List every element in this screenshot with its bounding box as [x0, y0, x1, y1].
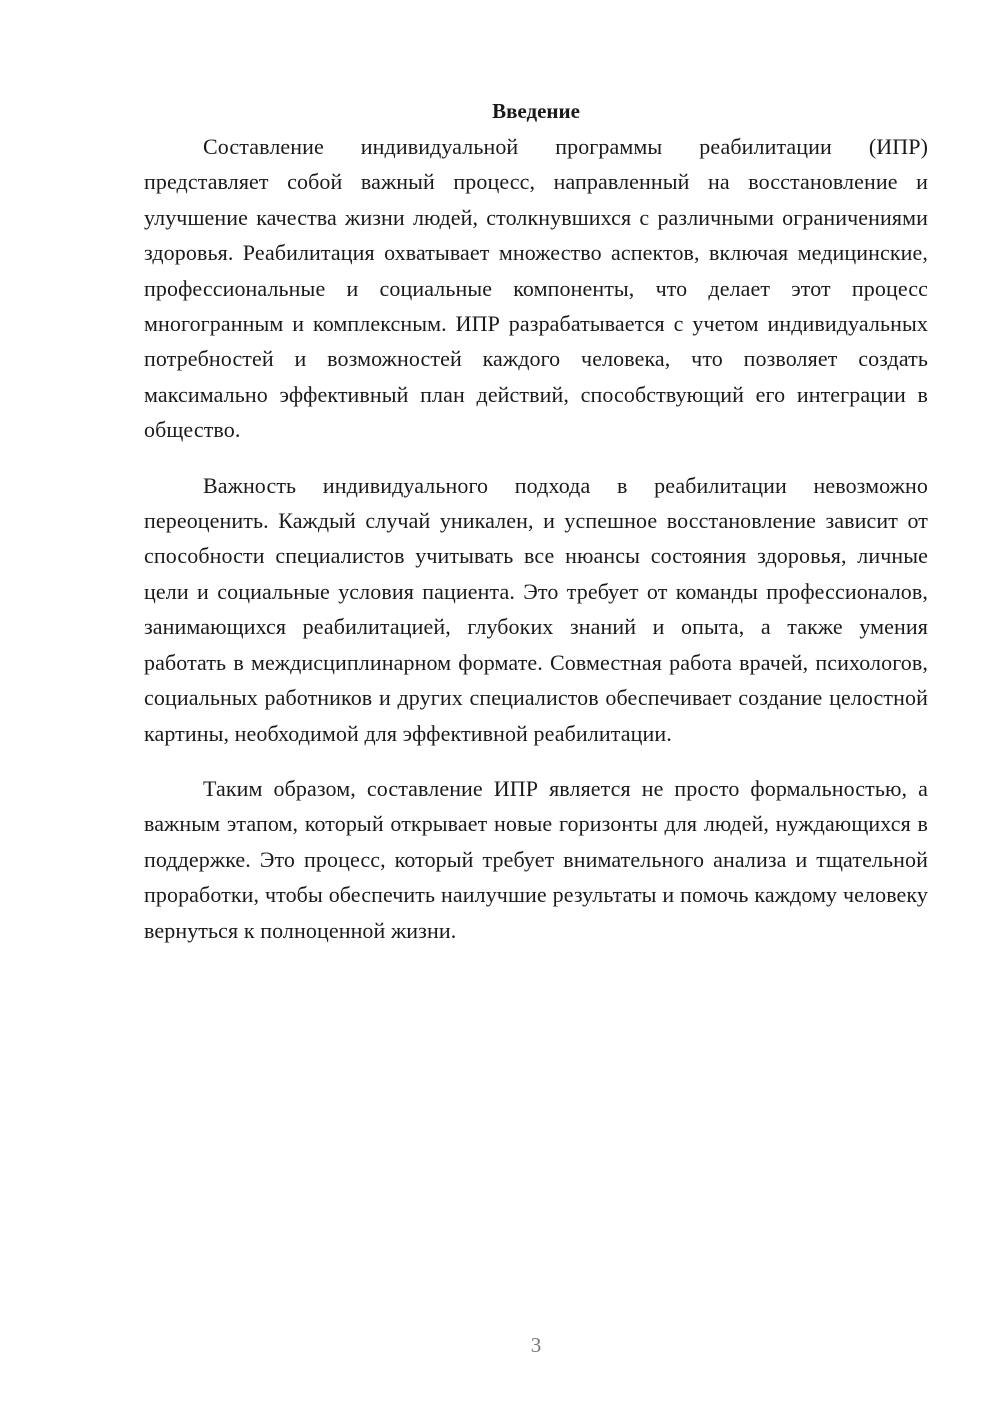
paragraph-3: Таким образом, составление ИПР является не просто формальностью, а важным этапом, который открывает новые горизонты для людей, нуждающихся в поддержке. Это процесс, который требует внимательного анализа и тщательной проработки, чтобы обеспечить наилучшие результаты и помочь каждому человеку вернуться к полноценной жизни. — [144, 775, 928, 943]
paragraph-2: Важность индивидуального подхода в реабилитации невозможно переоценить. Каждый случай уникален, и успешное восстановление зависит от способности специалистов учитывать все нюансы состояния здоровья, личные цели и социальные условия пациента. Это требует от команды профессионалов, занимающихся реабилитацией, глубоких знаний и опыта, а также умения работать в междисциплинарном формате. Совместная работа врачей, психологов, социальных работников и других специалистов обеспечивает создание целостной картины, необходимой для эффективной реабилитации. — [144, 472, 928, 746]
page-number: 3 — [530, 1333, 542, 1357]
section-title: Введение — [492, 99, 580, 123]
paragraph-1: Составление индивидуальной программы реабилитации (ИПР) представляет собой важный процесс, направленный на восстановление и улучшение качества жизни людей, столкнувшихся с различными ограничениями здоровья. Реабилитация охватывает множество аспектов, включая медицинские, профессиональные и социальные компоненты, что делает этот процесс многогранным и комплексным. ИПР разрабатывается с учетом индивидуальных потребностей и возможностей каждого человека, что позволяет создать максимально эффективный план действий, способствующий его интеграции в общество. — [144, 134, 928, 443]
page-content — [144, 94, 928, 948]
